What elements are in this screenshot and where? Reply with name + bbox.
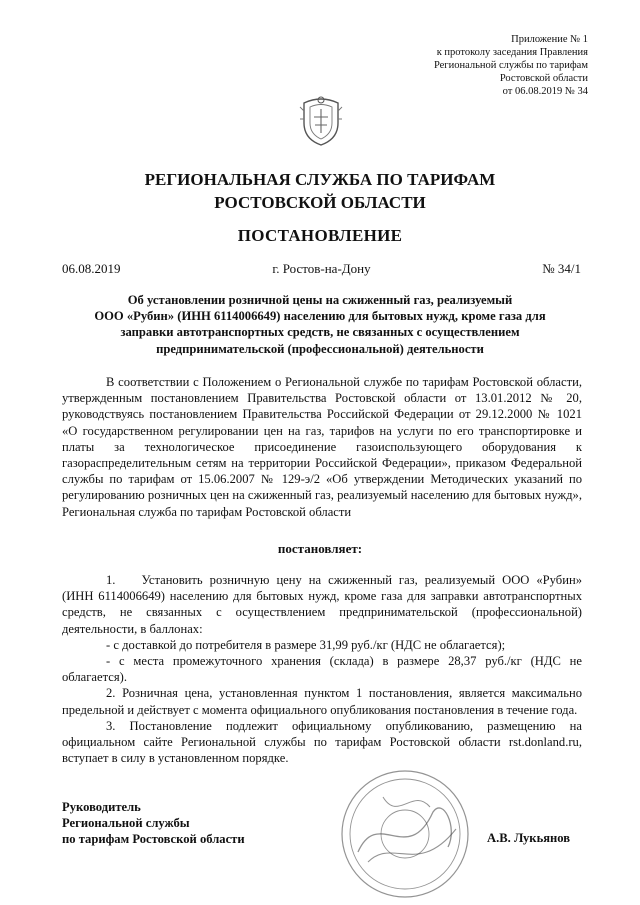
signer-position-line: Региональной службы xyxy=(62,816,190,831)
appendix-note xyxy=(388,33,588,98)
subject-line: заправки автотранспортных средств, не связанных с осуществлением xyxy=(120,325,520,340)
preamble-text: В соответствии с Положением о Региональной службе по тарифам Ростовской области, утвержденным постановлением Правительства Ростовской области от 13.01.2012 № 20, руководствуясь постановлением Правительства Российской Федерации от 29.12.2000 № 1021 «О государственном регулировании цен на газ, тарифов на услуги по его транспортировке и платы за технологическое присоединение газоиспользующего оборудования к газораспределительным сетям на территории Российской Федерации», приказом Федеральной службы по тарифам от 15.06.2007 № 129-э/2 «Об утверждении Методических указаний по регулированию розничных цен на сжиженный газ, реализуемый населению для бытовых нужд», Региональная служба по тарифам Ростовской области xyxy=(62,375,582,519)
document-number: № 34/1 xyxy=(542,261,581,276)
signature-block xyxy=(62,799,245,848)
signer-position-line: Руководитель xyxy=(62,800,141,814)
document-subject xyxy=(80,292,560,357)
org-line: РЕГИОНАЛЬНАЯ СЛУЖБА ПО ТАРИФАМ xyxy=(144,170,496,189)
subject-line: ООО «Рубин» (ИНН 6114006649) населению для бытовых нужд, кроме газа для xyxy=(94,309,546,324)
appendix-line: Приложение № 1 xyxy=(511,34,588,45)
dateline xyxy=(62,261,581,277)
subject-line: предпринимательской (профессиональной) деятельности xyxy=(156,341,484,356)
preamble xyxy=(62,374,582,520)
signer-position-line: по тарифам Ростовской области xyxy=(62,832,245,847)
item-1 xyxy=(62,572,582,637)
stamp-icon xyxy=(338,767,473,902)
signer-name: А.В. Лукьянов xyxy=(487,831,571,845)
document-type: ПОСТАНОВЛЕНИЕ xyxy=(237,226,403,245)
document-date: 06.08.2019 xyxy=(62,261,121,276)
decree-items xyxy=(62,572,582,766)
coat-of-arms-icon xyxy=(298,93,344,147)
document-city: г. Ростов-на-Дону xyxy=(272,261,371,276)
appendix-line: Региональной службы по тарифам xyxy=(433,60,588,71)
item-3: 3. Постановление подлежит официальному опубликованию, размещению на официальном сайте Региональной службы по тарифам Ростовской области rst.donland.ru, вступает в силу в установленном порядке. xyxy=(62,718,582,766)
item-1-number: 1. xyxy=(106,573,116,587)
item-1-text: Установить розничную цену на сжиженный газ, реализуемый ООО «Рубин» (ИНН 6114006649) населению для бытовых нужд, кроме газа для заправки автотранспортных средств, не связанных с осуществлением предпринимательской (профессиональной) деятельности, в баллонах: xyxy=(62,573,582,636)
appendix-line: Ростовской области xyxy=(499,73,588,84)
appendix-line: от 06.08.2019 № 34 xyxy=(502,86,588,97)
subject-line: Об установлении розничной цены на сжиженный газ, реализуемый xyxy=(127,293,513,307)
org-line: РОСТОВСКОЙ ОБЛАСТИ xyxy=(214,193,426,212)
item-2: 2. Розничная цена, установленная пунктом 1 постановления, является максимально предельной и действует с момента официального опубликования постановления в течение года. xyxy=(62,686,582,717)
item-1-b: - с места промежуточного хранения (склада) в размере 28,37 руб./кг (НДС не облагается). xyxy=(62,654,582,685)
decree-word: постановляет: xyxy=(277,541,363,556)
appendix-line: к протоколу заседания Правления xyxy=(436,47,588,58)
organization-title xyxy=(0,168,640,214)
item-1-a: - с доставкой до потребителя в размере 31,99 руб./кг (НДС не облагается); xyxy=(106,637,506,652)
